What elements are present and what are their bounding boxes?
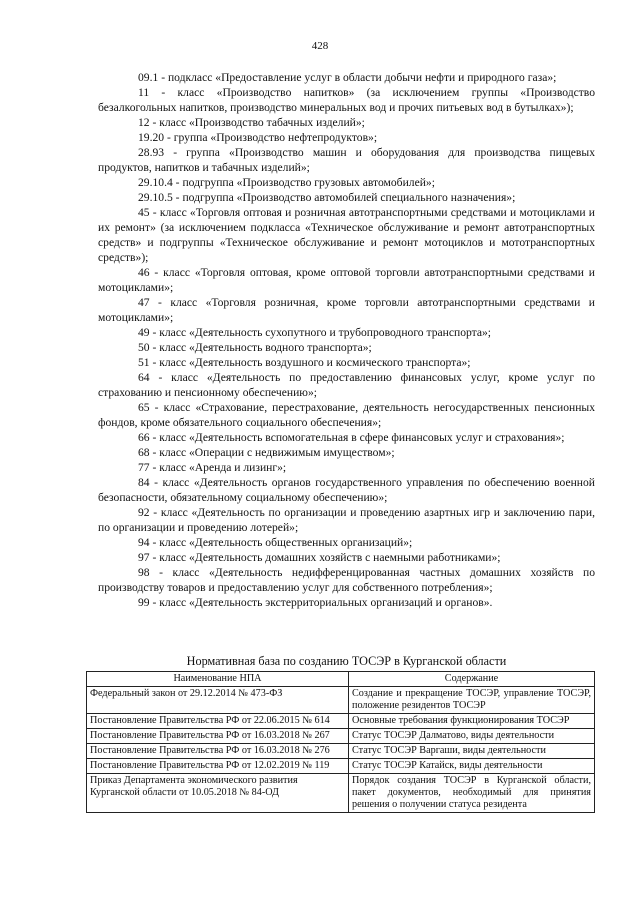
table-cell: Постановление Правительства РФ от 12.02.2019 № 119 xyxy=(87,759,349,774)
table-row xyxy=(87,714,595,729)
table-cell: Статус ТОСЭР Далматово, виды деятельности xyxy=(349,729,595,744)
paragraph: 19.20 - группа «Производство нефтепродуктов»; xyxy=(138,131,378,144)
table-cell: Статус ТОСЭР Варгаши, виды деятельности xyxy=(349,744,595,759)
paragraph: 29.10.5 - подгруппа «Производство автомобилей специального назначения»; xyxy=(138,191,516,204)
table-cell: Статус ТОСЭР Катайск, виды деятельности xyxy=(349,759,595,774)
table-cell: Создание и прекращение ТОСЭР, управление ТОСЭР, положение резидентов ТОСЭР xyxy=(349,687,595,714)
table-cell: Порядок создания ТОСЭР в Курганской области, пакет документов, необходимый для принятия решения о получении статуса резидента xyxy=(349,774,595,813)
paragraph: 94 - класс «Деятельность общественных организаций»; xyxy=(138,536,413,549)
paragraph: 92 - класс «Деятельность по организации и проведению азартных игр и заключению пари, по организации и проведению лотерей»; xyxy=(98,506,595,534)
table-cell: Приказ Департамента экономического развития Курганской области от 10.05.2018 № 84-ОД xyxy=(87,774,349,813)
paragraph: 12 - класс «Производство табачных изделий»; xyxy=(138,116,365,129)
paragraph: 50 - класс «Деятельность водного транспорта»; xyxy=(138,341,372,354)
paragraph: 77 - класс «Аренда и лизинг»; xyxy=(138,461,287,474)
paragraph: 45 - класс «Торговля оптовая и розничная автотранспортными средствами и мотоциклами и их ремонт» (за исключением подкласса «Техническое обслуживание и ремонт автотранспортных средств» и подгруппы «Техническое обслуживание и ремонт мотоциклов и мототранспортных средств»); xyxy=(98,206,595,264)
table-cell: Постановление Правительства РФ от 22.06.2015 № 614 xyxy=(87,714,349,729)
table-row xyxy=(87,759,595,774)
paragraph: 64 - класс «Деятельность по предоставлению финансовых услуг, кроме услуг по страхованию и пенсионному обеспечению»; xyxy=(98,371,595,399)
paragraph: 97 - класс «Деятельность домашних хозяйств с наемными работниками»; xyxy=(138,551,501,564)
paragraph: 84 - класс «Деятельность органов государственного управления по обеспечению военной безопасности, обязательному социальному обеспечению»; xyxy=(98,476,595,504)
table-row xyxy=(87,744,595,759)
table-cell: Постановление Правительства РФ от 16.03.2018 № 276 xyxy=(87,744,349,759)
column-header: Наименование НПА xyxy=(87,672,349,687)
page-number: 428 xyxy=(311,40,329,52)
paragraph: 09.1 - подкласс «Предоставление услуг в области добычи нефти и природного газа»; xyxy=(138,71,557,84)
paragraph: 98 - класс «Деятельность недифференцированная частных домашних хозяйств по производству товаров и предоставлению услуг для собственного потребления»; xyxy=(98,566,595,594)
body-text xyxy=(98,70,595,610)
table-row xyxy=(87,729,595,744)
paragraph: 49 - класс «Деятельность сухопутного и трубопроводного транспорта»; xyxy=(138,326,492,339)
paragraph: 29.10.4 - подгруппа «Производство грузовых автомобилей»; xyxy=(138,176,435,189)
paragraph: 11 - класс «Производство напитков» (за исключением группы «Производство безалкогольных напитков, производство минеральных вод и прочих питьевых вод в бутылках»); xyxy=(98,86,595,114)
table-cell: Основные требования функционирования ТОСЭР xyxy=(349,714,595,729)
paragraph: 28.93 - группа «Производство машин и оборудования для производства пищевых продуктов, напитков и табачных изделий»; xyxy=(98,146,595,174)
npa-table xyxy=(86,671,595,813)
paragraph: 68 - класс «Операции с недвижимым имуществом»; xyxy=(138,446,395,459)
table-row xyxy=(87,774,595,813)
paragraph: 47 - класс «Торговля розничная, кроме торговли автотранспортными средствами и мотоциклами»; xyxy=(98,296,595,324)
table-header-row xyxy=(87,672,595,687)
table-title: Нормативная база по созданию ТОСЭР в Курганской области xyxy=(186,654,507,668)
table-cell: Федеральный закон от 29.12.2014 № 473-ФЗ xyxy=(87,687,349,714)
table-cell: Постановление Правительства РФ от 16.03.2018 № 267 xyxy=(87,729,349,744)
paragraph: 99 - класс «Деятельность экстерриториальных организаций и органов». xyxy=(138,596,493,609)
paragraph: 51 - класс «Деятельность воздушного и космического транспорта»; xyxy=(138,356,471,369)
paragraph: 65 - класс «Страхование, перестрахование, деятельность негосударственных пенсионных фондов, кроме обязательного социального обеспечения»; xyxy=(98,401,595,429)
paragraph: 66 - класс «Деятельность вспомогательная в сфере финансовых услуг и страхования»; xyxy=(138,431,565,444)
table-row xyxy=(87,687,595,714)
paragraph: 46 - класс «Торговля оптовая, кроме оптовой торговли автотранспортными средствами и мотоциклами»; xyxy=(98,266,595,294)
column-header: Содержание xyxy=(349,672,595,687)
